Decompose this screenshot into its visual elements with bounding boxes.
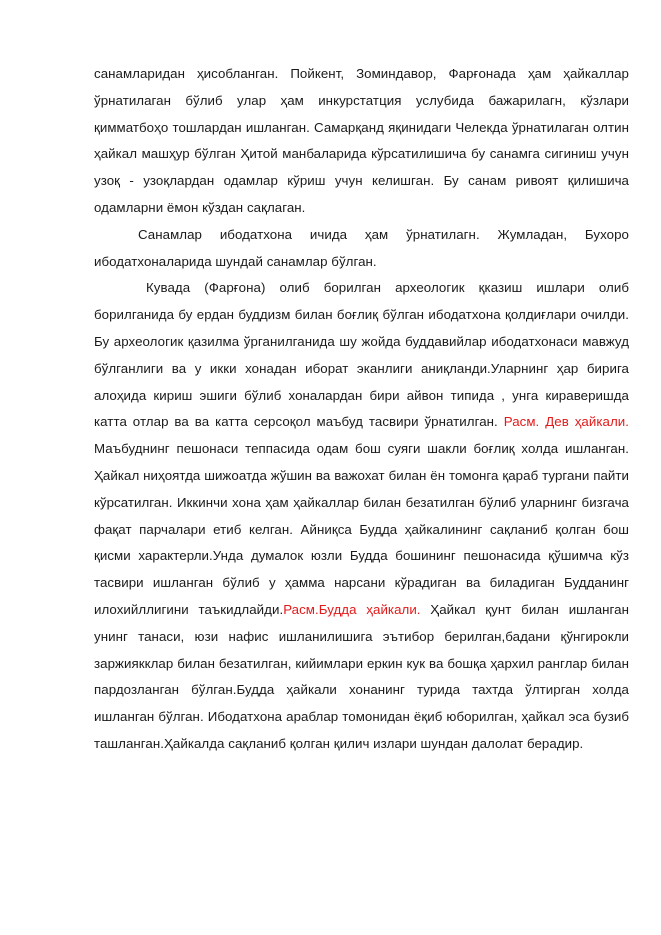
paragraph-text: Санамлар ибодатхона ичида ҳам ўрнатилагн. Жумладан, Бухоро ибодатхоналарида шундай санамлар бўлган. [94, 226, 629, 269]
paragraph-text: Кувада (Фарғона) олиб борилган археологик қказиш ишлари олиб борилганида бу ердан буддизм билан боғлиқ бўлган ибодатхона қолдиғлари очилди. Бу археологик қазилма ўрганилганида шу жойда буддавийлар ибодатхонаси мавжуд бўлганлиги ва у икки хонадан иборат эканлиги аниқланди.Уларнинг ҳар бирига алоҳида кириш эшиги бўлиб хоналардан бири айвон типида , унга кираверишда катта отлар ва ва катта серсоқол маъбуд тасвири ўрнатилган. [94, 280, 629, 430]
paragraph-1 [94, 61, 629, 222]
figure-caption-dev-statue: Расм. Дев ҳайкали. [503, 414, 629, 430]
figure-caption-buddha-statue: Расм.Будда ҳайкали. [283, 601, 421, 617]
paragraph-text: санамларидан ҳисобланган. Пойкент, Зоминдавор, Фарғонада ҳам ҳайкаллар ўрнатилаган бўлиб улар ҳам инкурстатция услубида бажарилагн, кўзлари қимматбоҳо тошлардан ишланган. Самарқанд яқинидаги Челекда ўрнатилаган олтин ҳайкал машҳур бўлган Ҳитой манбаларида кўрсатилишича бу санамга сигиниш учун узоқ - узоқлардан одамлар кўриш учун келишган. Бу санам ривоят қилишича одамларни ёмон кўздан сақлаган. [94, 66, 629, 215]
paragraph-2 [94, 222, 629, 276]
document-page [94, 61, 629, 758]
paragraph-3 [94, 275, 629, 757]
paragraph-text: Ҳайкал қунт билан ишланган унинг танаси, юзи нафис ишланилишига эътибор берилган,бадани қўнгирокли заржиякклар билан безатилган, кийимлари еркин кук ва бошқа ҳархил ранглар билан пардозланган бўлган.Будда ҳайкали хонанинг турида тахтда ўлтирган холда ишланган бўлган. Ибодатхона араблар томонидан ёқиб юборилган, ҳайкал эса бузиб ташланган.Ҳайкалда сақланиб қолган қилич излари шундан далолат берадир. [94, 601, 629, 751]
paragraph-text: Маъбуднинг пешонаси теппасида одам бош суяги шакли боғлиқ холда ишланган. Ҳайкал ниҳоятда шижоатда жўшин ва важохат билан ён томонга қараб тургани пайти кўрсатилган. Иккинчи хона ҳам ҳайкаллар билан безатилган бўлиб уларнинг бизгача фақат парчалари етиб келган. Айниқса Будда ҳайкалининг сақланиб қолган бош қисми характерли.Унда думалок юзли Будда бошининг пешонасида қўшимча кўз тасвири ишланган бўлиб у ҳамма нарсани кўрадиган ва биладиган Будданинг илохийллигини таъкидлайди. [94, 441, 629, 617]
